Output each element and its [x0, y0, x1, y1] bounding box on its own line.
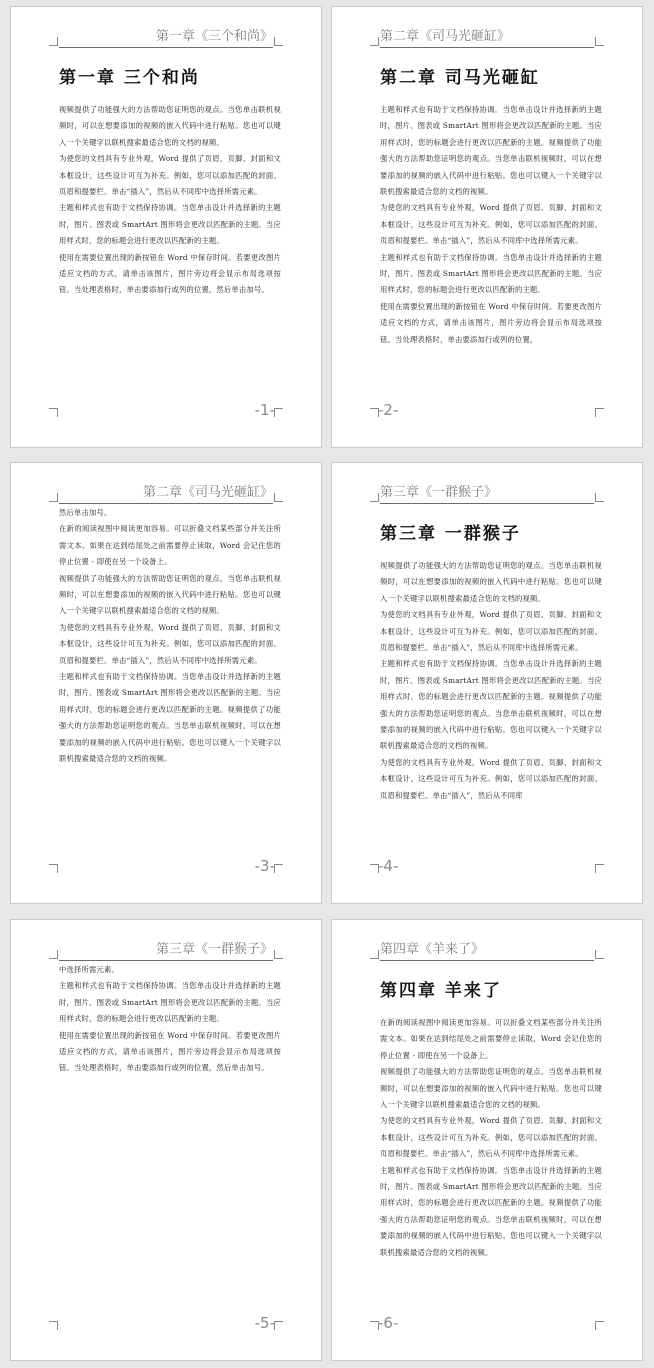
page-number: -6-: [378, 1314, 399, 1332]
crop-mark-top-left: [49, 950, 58, 959]
crop-mark-bottom-right: [274, 1321, 283, 1330]
page-number: -2-: [378, 401, 399, 419]
paragraph[interactable]: 视频提供了功能强大的方法帮助您证明您的观点。当您单击联机视频时，可以在想要添加的视频的嵌入代码中进行粘贴。您也可以键入一个关键字以联机搜索最适合您的文档的视频。: [59, 105, 281, 147]
paragraph[interactable]: 主题和样式也有助于文档保持协调。当您单击设计并选择新的主题时，图片、图表或 SmartArt 图形将会更改以匹配新的主题。当应用样式时，您的标题会进行更改以匹配新的主题。视频提供了功能强大的方法帮助您证明您的观点。当您单击联机视频时，可以在想要添加的视频的嵌入代码中进行粘贴。您也可以键入一个关键字以联机搜索最适合您的文档的视频。: [380, 105, 602, 197]
crop-mark-top-left: [49, 37, 58, 46]
chapter-heading[interactable]: 第四章 羊来了: [380, 981, 502, 1001]
paragraph[interactable]: 然后单击加号。: [59, 508, 112, 517]
crop-mark-top-right: [595, 950, 604, 959]
crop-mark-bottom-right: [595, 1321, 604, 1330]
page-body[interactable]: [59, 55, 281, 299]
page-number: -4-: [378, 857, 399, 875]
paragraph[interactable]: 主题和样式也有助于文档保持协调。当您单击设计并选择新的主题时，图片、图表或 SmartArt 图形将会更改以匹配新的主题。当应用样式时，您的标题会进行更改以匹配新的主题。: [59, 203, 281, 246]
page-header[interactable]: 第四章《羊来了》: [380, 940, 594, 961]
page-number: -1-: [254, 401, 275, 419]
document-page-3: [10, 462, 322, 904]
paragraph[interactable]: 视频提供了功能强大的方法帮助您证明您的观点。当您单击联机视频时，可以在想要添加的视频的嵌入代码中进行粘贴。您也可以键入一个关键字以联机搜索最适合您的文档的视频。: [59, 573, 281, 616]
document-page-5: [10, 919, 322, 1361]
crop-mark-top-left: [49, 493, 58, 502]
paragraph[interactable]: 使用在需要位置出现的新按钮在 Word 中保存时间。若要更改图片适应文档的方式，请单击该图片，图片旁边将会显示布局选项按钮。当处理表格时，单击要添加行或列的位置，然后单击加号。: [59, 1030, 281, 1073]
page-header[interactable]: 第二章《司马光砸缸》: [380, 27, 594, 48]
crop-mark-bottom-right: [274, 864, 283, 873]
page-header[interactable]: 第二章《司马光砸缸》: [59, 483, 273, 504]
crop-mark-top-right: [274, 950, 283, 959]
crop-mark-bottom-right: [595, 408, 604, 417]
page-body[interactable]: [59, 962, 281, 1077]
crop-mark-top-left: [370, 37, 379, 46]
paragraph[interactable]: 主题和样式也有助于文档保持协调。当您单击设计并选择新的主题时，图片、图表或 SmartArt 图形将会更改以匹配新的主题。当应用样式时，您的标题会进行更改以匹配新的主题。: [59, 981, 281, 1024]
crop-mark-top-left: [370, 493, 379, 502]
document-page-1: [10, 6, 322, 448]
page-body[interactable]: [380, 511, 602, 804]
page-header[interactable]: 第三章《一群猴子》: [59, 940, 273, 961]
paragraph[interactable]: 在新的阅读视图中阅读更加容易。可以折叠文档某些部分并关注所需文本。如果在达到结尾处之前需要停止读取，Word 会记住您的停止位置 - 即使在另一个设备上。: [380, 1018, 602, 1060]
paragraph[interactable]: 为使您的文档具有专业外观，Word 提供了页眉、页脚、封面和文本框设计，这些设计可互为补充。例如，您可以添加匹配的封面、页眉和提要栏。单击“插入”，然后从不同库中选择所需元素。: [380, 203, 602, 246]
crop-mark-bottom-left: [49, 408, 58, 417]
paragraph[interactable]: 为使您的文档具有专业外观，Word 提供了页眉、页脚、封面和文本框设计，这些设计可互为补充。例如，您可以添加匹配的封面、页眉和提要栏。单击“插入”，然后从不同库中选择所需元素。: [380, 1116, 602, 1159]
paragraph[interactable]: 为使您的文档具有专业外观，Word 提供了页眉、页脚、封面和文本框设计，这些设计可互为补充。例如，您可以添加匹配的封面、页眉和提要栏。单击“插入”，然后从不同库中选择所需元素。: [380, 610, 602, 653]
page-number: -3-: [254, 857, 275, 875]
paragraph[interactable]: 视频提供了功能强大的方法帮助您证明您的观点。当您单击联机视频时，可以在想要添加的视频的嵌入代码中进行粘贴。您也可以键入一个关键字以联机搜索最适合您的文档的视频。: [380, 1067, 602, 1110]
paragraph[interactable]: 使用在需要位置出现的新按钮在 Word 中保存时间。若要更改图片适应文档的方式，请单击该图片，图片旁边将会显示布局选项按钮。当处理表格时，单击要添加行或列的位置，: [380, 301, 602, 344]
paragraph[interactable]: 主题和样式也有助于文档保持协调。当您单击设计并选择新的主题时，图片、图表或 SmartArt 图形将会更改以匹配新的主题。当应用样式时，您的标题会进行更改以匹配新的主题。视频提供了功能强大的方法帮助您证明您的观点。当您单击联机视频时，可以在想要添加的视频的嵌入代码中进行粘贴。您也可以键入一个关键字以联机搜索最适合您的文档的视频。: [380, 659, 602, 751]
crop-mark-top-right: [274, 37, 283, 46]
paragraph[interactable]: 中选择所需元素。: [59, 965, 119, 974]
document-page-4: [331, 462, 643, 904]
document-page-2: [331, 6, 643, 448]
page-number: -5-: [254, 1314, 275, 1332]
chapter-heading[interactable]: 第一章 三个和尚: [59, 68, 200, 88]
paragraph[interactable]: 主题和样式也有助于文档保持协调。当您单击设计并选择新的主题时，图片、图表或 SmartArt 图形将会更改以匹配新的主题。当应用样式时，您的标题会进行更改以匹配新的主题。: [380, 252, 602, 295]
paragraph[interactable]: 为使您的文档具有专业外观，Word 提供了页眉、页脚、封面和文本框设计，这些设计可互为补充。例如，您可以添加匹配的封面、页眉和提要栏。单击“插入”，然后从不同库中选择所需元素。: [59, 622, 281, 665]
crop-mark-top-left: [370, 950, 379, 959]
paragraph[interactable]: 主题和样式也有助于文档保持协调。当您单击设计并选择新的主题时，图片、图表或 SmartArt 图形将会更改以匹配新的主题。当应用样式时，您的标题会进行更改以匹配新的主题。视频提供了功能强大的方法帮助您证明您的观点。当您单击联机视频时，可以在想要添加的视频的嵌入代码中进行粘贴。您也可以键入一个关键字以联机搜索最适合您的文档的视频。: [59, 672, 281, 764]
page-body[interactable]: [380, 968, 602, 1261]
paragraph[interactable]: 使用在需要位置出现的新按钮在 Word 中保存时间。若要更改图片适应文档的方式，请单击该图片，图片旁边将会显示布局选项按钮。当处理表格时，单击要添加行或列的位置，然后单击加号。: [59, 252, 281, 295]
crop-mark-bottom-right: [274, 408, 283, 417]
crop-mark-top-right: [274, 493, 283, 502]
crop-mark-bottom-left: [49, 864, 58, 873]
chapter-heading[interactable]: 第二章 司马光砸缸: [380, 68, 540, 88]
paragraph[interactable]: 视频提供了功能强大的方法帮助您证明您的观点。当您单击联机视频时，可以在想要添加的视频的嵌入代码中进行粘贴。您也可以键入一个关键字以联机搜索最适合您的文档的视频。: [380, 561, 602, 603]
paragraph[interactable]: 为使您的文档具有专业外观，Word 提供了页眉、页脚、封面和文本框设计，这些设计可互为补充。例如，您可以添加匹配的封面、页眉和提要栏。单击“插入”，然后从不同库中选择所需元素。: [59, 154, 281, 197]
paragraph[interactable]: 在新的阅读视图中阅读更加容易。可以折叠文档某些部分并关注所需文本。如果在达到结尾处之前需要停止读取，Word 会记住您的停止位置 - 即使在另一个设备上。: [59, 524, 281, 567]
crop-mark-top-right: [595, 37, 604, 46]
paragraph[interactable]: 为使您的文档具有专业外观，Word 提供了页眉、页脚、封面和文本框设计，这些设计可互为补充。例如，您可以添加匹配的封面、页眉和提要栏。单击“插入”，然后从不同库: [380, 757, 602, 800]
page-body[interactable]: [380, 55, 602, 348]
paragraph[interactable]: 主题和样式也有助于文档保持协调。当您单击设计并选择新的主题时，图片、图表或 SmartArt 图形将会更改以匹配新的主题。当应用样式时，您的标题会进行更改以匹配新的主题。视频提供了功能强大的方法帮助您证明您的观点。当您单击联机视频时，可以在想要添加的视频的嵌入代码中进行粘贴。您也可以键入一个关键字以联机搜索最适合您的文档的视频。: [380, 1165, 602, 1257]
chapter-heading[interactable]: 第三章 一群猴子: [380, 524, 521, 544]
crop-mark-bottom-left: [49, 1321, 58, 1330]
crop-mark-bottom-right: [595, 864, 604, 873]
page-body[interactable]: [59, 505, 281, 768]
crop-mark-top-right: [595, 493, 604, 502]
document-page-6: [331, 919, 643, 1361]
page-header[interactable]: 第三章《一群猴子》: [380, 483, 594, 504]
page-header[interactable]: 第一章《三个和尚》: [59, 27, 273, 48]
